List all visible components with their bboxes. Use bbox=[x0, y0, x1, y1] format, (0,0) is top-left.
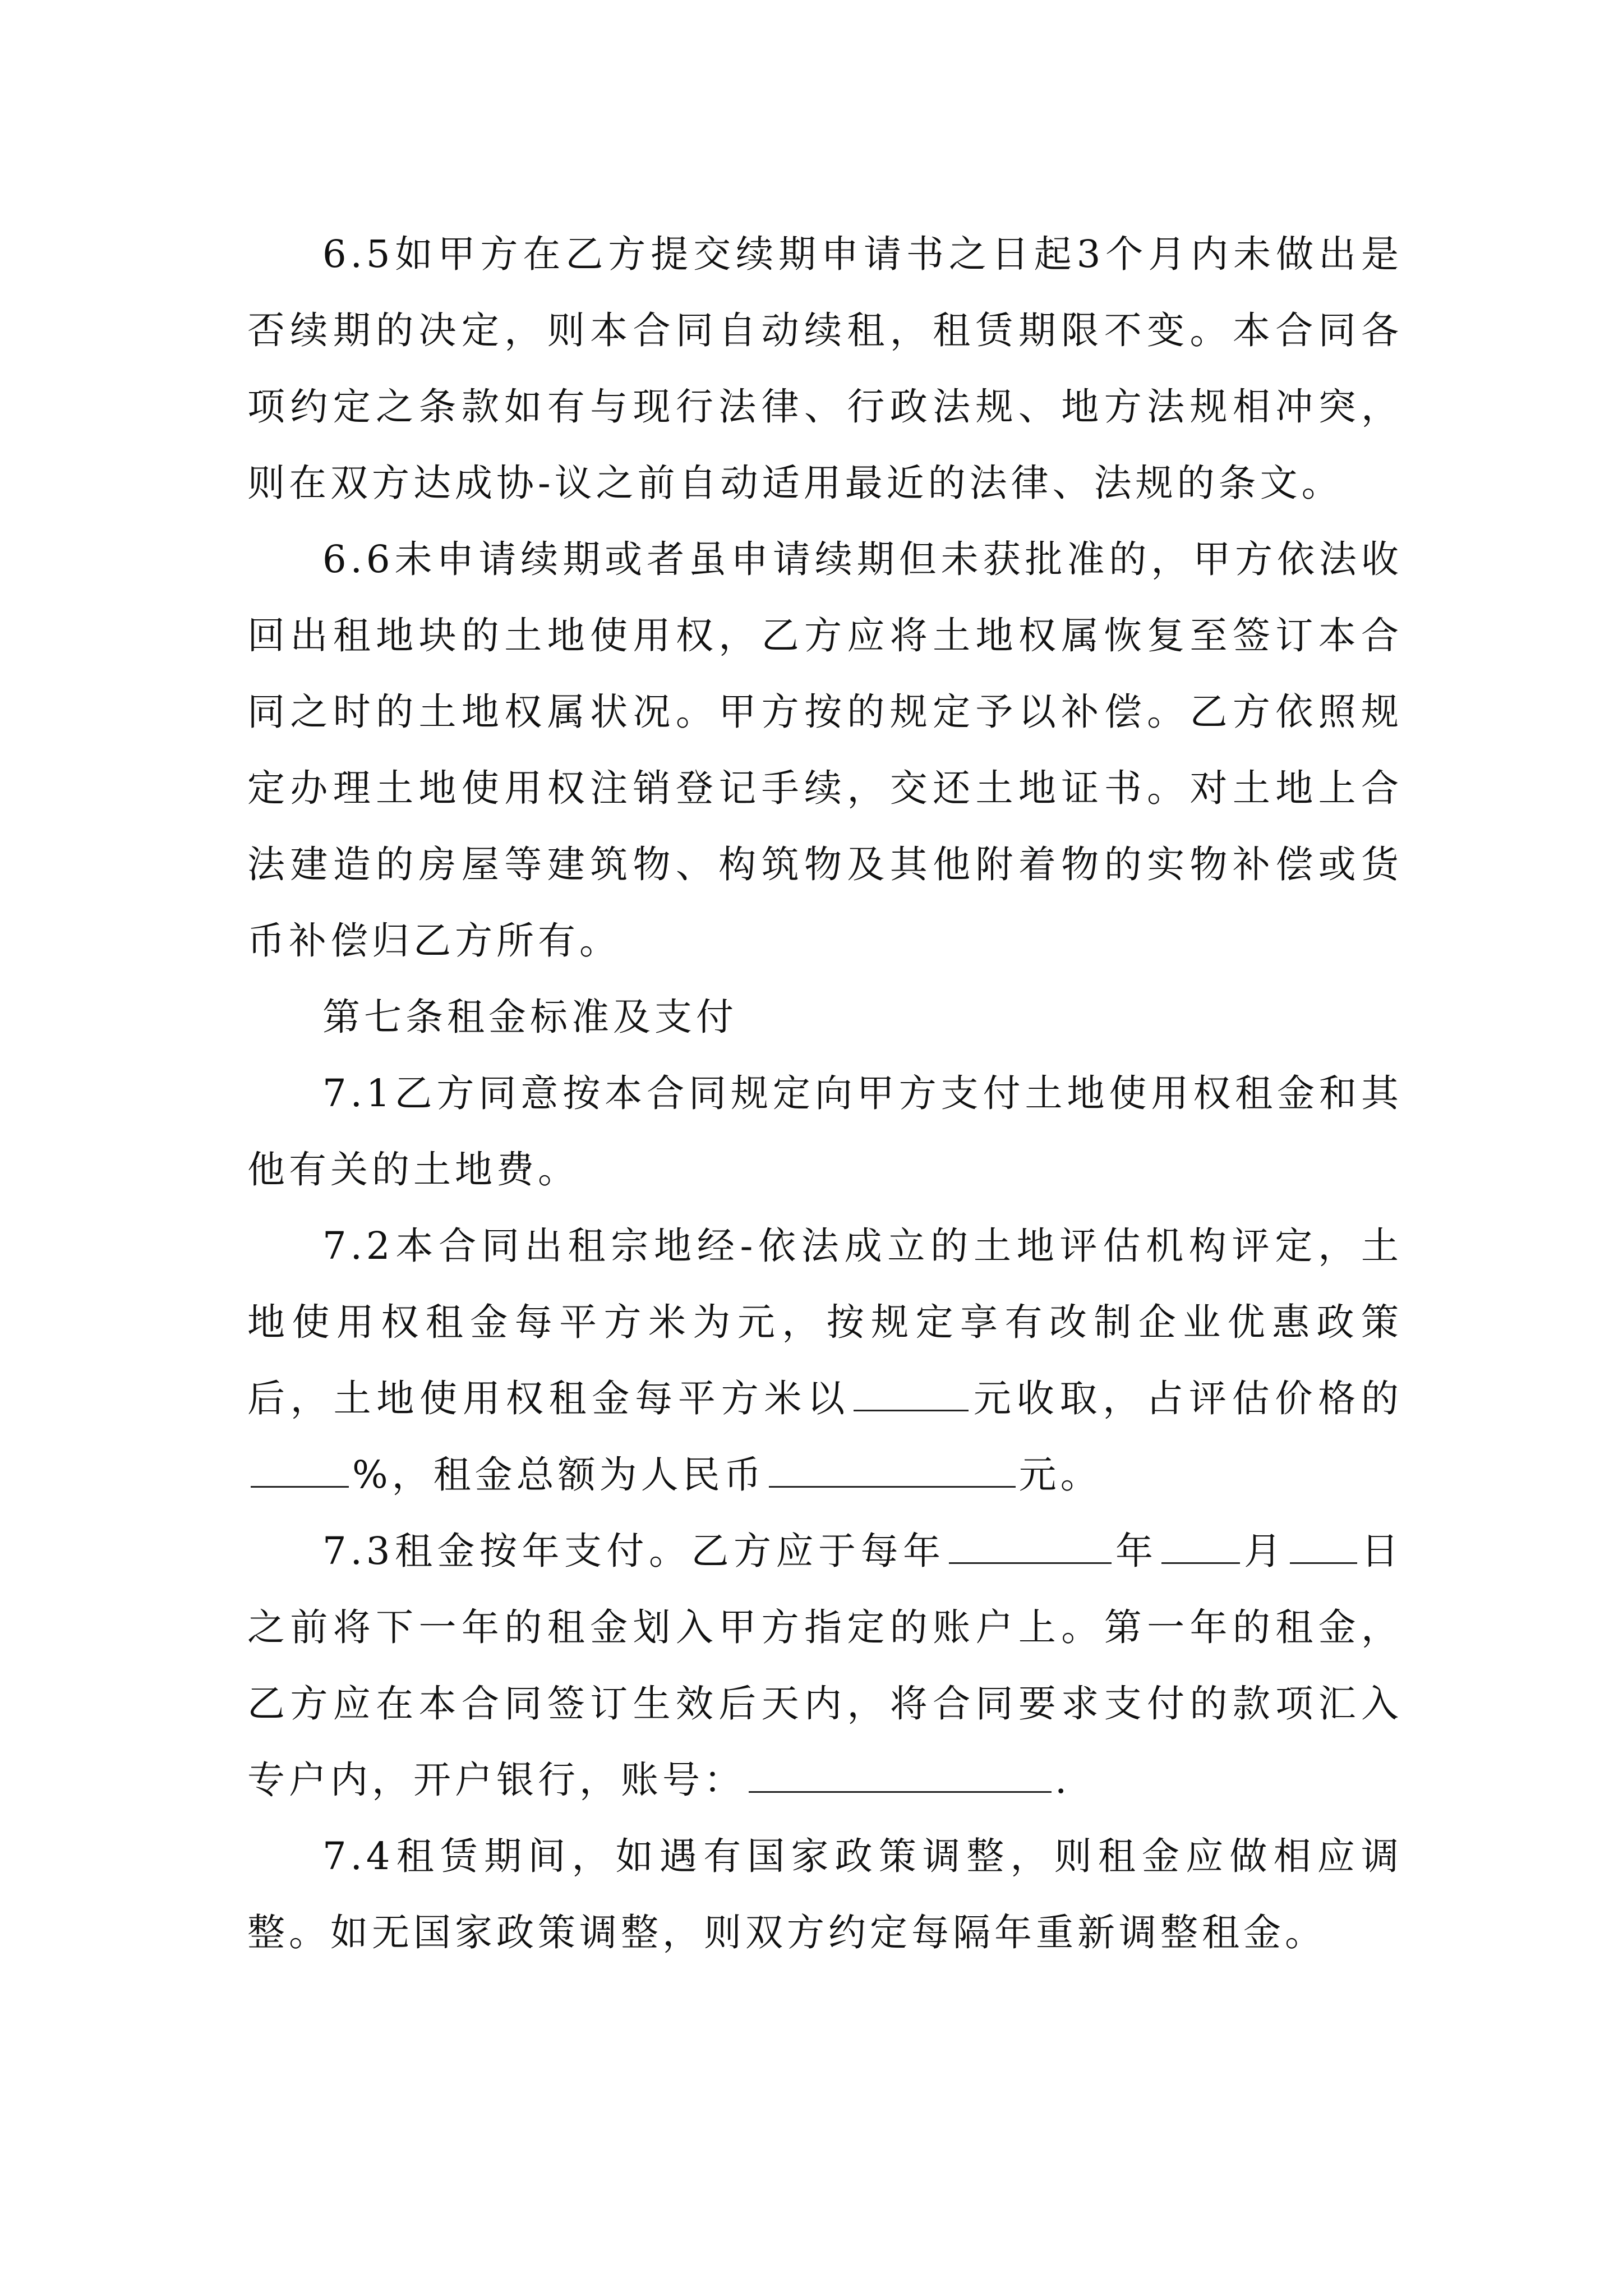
blank-rent-per-sqm bbox=[854, 1370, 969, 1411]
clause-7-3 bbox=[247, 1513, 1403, 1818]
clause-7-1 bbox=[247, 1055, 1403, 1208]
clause-7-3-text-e: . bbox=[1055, 1758, 1071, 1802]
clause-6-6-text: 6.6未申请续期或者虽申请续期但未获批准的，甲方依法收回出租地块的土地使用权，乙方应将土地权属恢复至签订本合同之时的土地权属状况。甲方按的规定予以补偿。乙方依照规定办理土地使用权注销登记手续，交还土地证书。对土地上合法建造的房屋等建筑物、构筑物及其他附着物的实物补偿或货币补偿归乙方所有。 bbox=[247, 537, 1403, 963]
clause-7-3-text-b: 年 bbox=[1114, 1529, 1158, 1573]
document-body bbox=[247, 216, 1403, 1971]
clause-7-2-text-d: 元。 bbox=[1018, 1453, 1102, 1497]
clause-6-6 bbox=[247, 521, 1403, 979]
clause-7-1-text: 7.1乙方同意按本合同规定向甲方支付土地使用权租金和其他有关的土地费。 bbox=[247, 1071, 1403, 1191]
blank-account-number bbox=[749, 1752, 1052, 1793]
clause-7-3-text-a: 7.3租金按年支付。乙方应于每年 bbox=[322, 1529, 946, 1573]
clause-7-4-text: 7.4租赁期间，如遇有国家政策调整，则租金应做相应调整。如无国家政策调整，则双方约定每隔年重新调整租金。 bbox=[247, 1834, 1403, 1954]
clause-7-2-text-c: %，租金总额为人民币 bbox=[352, 1453, 766, 1497]
blank-total-rent bbox=[769, 1447, 1016, 1488]
article-7-heading bbox=[247, 979, 1403, 1055]
blank-pay-year bbox=[949, 1523, 1112, 1564]
clause-6-5 bbox=[247, 216, 1403, 521]
clause-6-5-text: 6.5如甲方在乙方提交续期申请书之日起3个月内未做出是否续期的决定，则本合同自动续租，租赁期限不变。本合同各项约定之条款如有与现行法律、行政法规、地方法规相冲突，则在双方达成协-议之前自动适用最近的法律、法规的条文。 bbox=[247, 232, 1403, 505]
clause-7-2-text-b: 元收取，占评估价格的 bbox=[972, 1377, 1403, 1420]
article-7-title: 第七条租金标准及支付 bbox=[322, 995, 737, 1039]
clause-7-2 bbox=[247, 1208, 1403, 1513]
clause-7-4 bbox=[247, 1818, 1403, 1971]
clause-7-3-text-d: 日之前将下一年的租金划入甲方指定的账户上。第一年的租金，乙方应在本合同签订生效后天内，将合同要求支付的款项汇入专户内，开户银行，账号： bbox=[247, 1529, 1403, 1802]
blank-pay-month bbox=[1161, 1523, 1240, 1564]
blank-percent bbox=[251, 1447, 349, 1488]
clause-7-2-text-a: 7.2本合同出租宗地经-依法成立的土地评估机构评定，土地使用权租金每平方米为元，按规定享有改制企业优惠政策后，土地使用权租金每平方米以 bbox=[247, 1224, 1403, 1420]
blank-pay-day bbox=[1290, 1523, 1357, 1564]
clause-7-3-text-c: 月 bbox=[1243, 1529, 1287, 1573]
